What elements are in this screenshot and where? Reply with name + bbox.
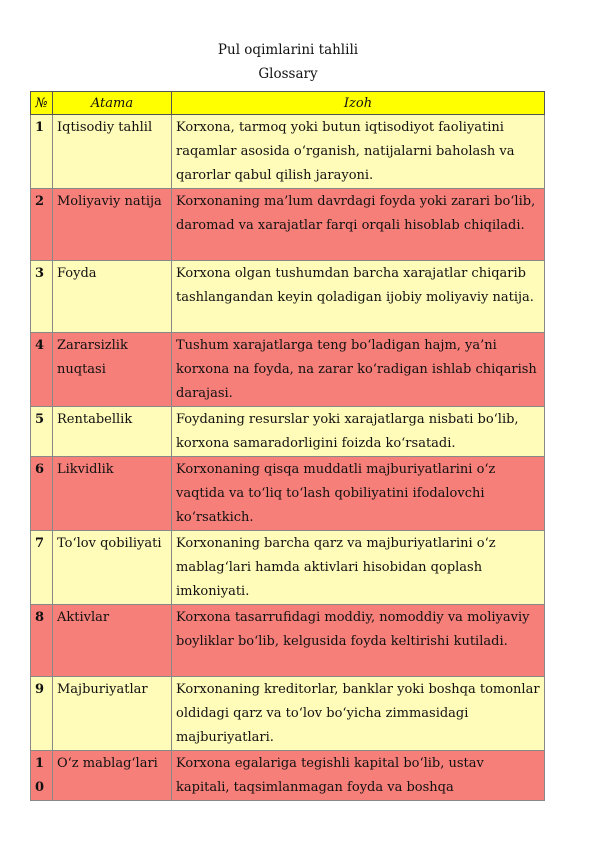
table-row xyxy=(31,333,545,407)
glossary-table xyxy=(30,91,545,801)
row-number: 3 xyxy=(31,261,53,333)
row-term: O‘z mablag‘lari xyxy=(53,751,172,801)
row-term: Likvidlik xyxy=(53,457,172,531)
row-number: 9 xyxy=(31,677,53,751)
row-number: 6 xyxy=(31,457,53,531)
row-definition: Korxona, tarmoq yoki butun iqtisodiyot faoliyatini raqamlar asosida o‘rganish, natijalarni baholash va qarorlar qabul qilish jarayoni. xyxy=(172,115,545,189)
row-number: 5 xyxy=(31,407,53,457)
table-row xyxy=(31,677,545,751)
row-term: Rentabellik xyxy=(53,407,172,457)
table-row xyxy=(31,115,545,189)
row-definition: Korxonaning kreditorlar, banklar yoki boshqa tomonlar oldidagi qarz va to‘lov bo‘yicha zimmasidagi majburiyatlari. xyxy=(172,677,545,751)
row-definition: Tushum xarajatlarga teng bo‘ladigan hajm, ya’ni korxona na foyda, na zarar ko‘radigan ishlab chiqarish darajasi. xyxy=(172,333,545,407)
column-header-term: Atama xyxy=(53,92,172,115)
table-row xyxy=(31,751,545,801)
table-header-row xyxy=(31,92,545,115)
table-row xyxy=(31,407,545,457)
row-term: Aktivlar xyxy=(53,605,172,677)
row-definition: Korxonaning ma’lum davrdagi foyda yoki zarari bo‘lib, daromad va xarajatlar farqi orqali hisoblab chiqiladi. xyxy=(172,189,545,261)
table-row xyxy=(31,189,545,261)
document-title: Pul oqimlarini tahlili xyxy=(217,42,359,58)
row-term: To‘lov qobiliyati xyxy=(53,531,172,605)
row-definition: Korxona egalariga tegishli kapital bo‘lib, ustav kapitali, taqsimlanmagan foyda va boshqa xyxy=(172,751,545,801)
table-row xyxy=(31,457,545,531)
row-definition: Korxona olgan tushumdan barcha xarajatlar chiqarib tashlangandan keyin qoladigan ijobiy moliyaviy natija. xyxy=(172,261,545,333)
document-subtitle: Glossary xyxy=(258,66,318,82)
row-definition: Korxonaning barcha qarz va majburiyatlarini o‘z mablag‘lari hamda aktivlari hisobidan qoplash imkoniyati. xyxy=(172,531,545,605)
row-term: Iqtisodiy tahlil xyxy=(53,115,172,189)
row-number: 4 xyxy=(31,333,53,407)
row-definition: Korxonaning qisqa muddatli majburiyatlarini o‘z vaqtida va to‘liq to‘lash qobiliyatini ifodalovchi ko‘rsatkich. xyxy=(172,457,545,531)
row-number: 7 xyxy=(31,531,53,605)
row-number: 1 xyxy=(31,115,53,189)
row-definition: Korxona tasarrufidagi moddiy, nomoddiy va moliyaviy boyliklar bo‘lib, kelgusida foyda keltirishi kutiladi. xyxy=(172,605,545,677)
row-term: Zararsizlik nuqtasi xyxy=(53,333,172,407)
row-term: Foyda xyxy=(53,261,172,333)
column-header-number: № xyxy=(31,92,53,115)
row-term: Majburiyatlar xyxy=(53,677,172,751)
table-row xyxy=(31,605,545,677)
column-header-definition: Izoh xyxy=(172,92,545,115)
row-number: 8 xyxy=(31,605,53,677)
row-number: 10 xyxy=(31,751,53,801)
row-definition: Foydaning resurslar yoki xarajatlarga nisbati bo‘lib, korxona samaradorligini foizda ko‘rsatadi. xyxy=(172,407,545,457)
row-term: Moliyaviy natija xyxy=(53,189,172,261)
row-number: 2 xyxy=(31,189,53,261)
table-row xyxy=(31,531,545,605)
table-row xyxy=(31,261,545,333)
